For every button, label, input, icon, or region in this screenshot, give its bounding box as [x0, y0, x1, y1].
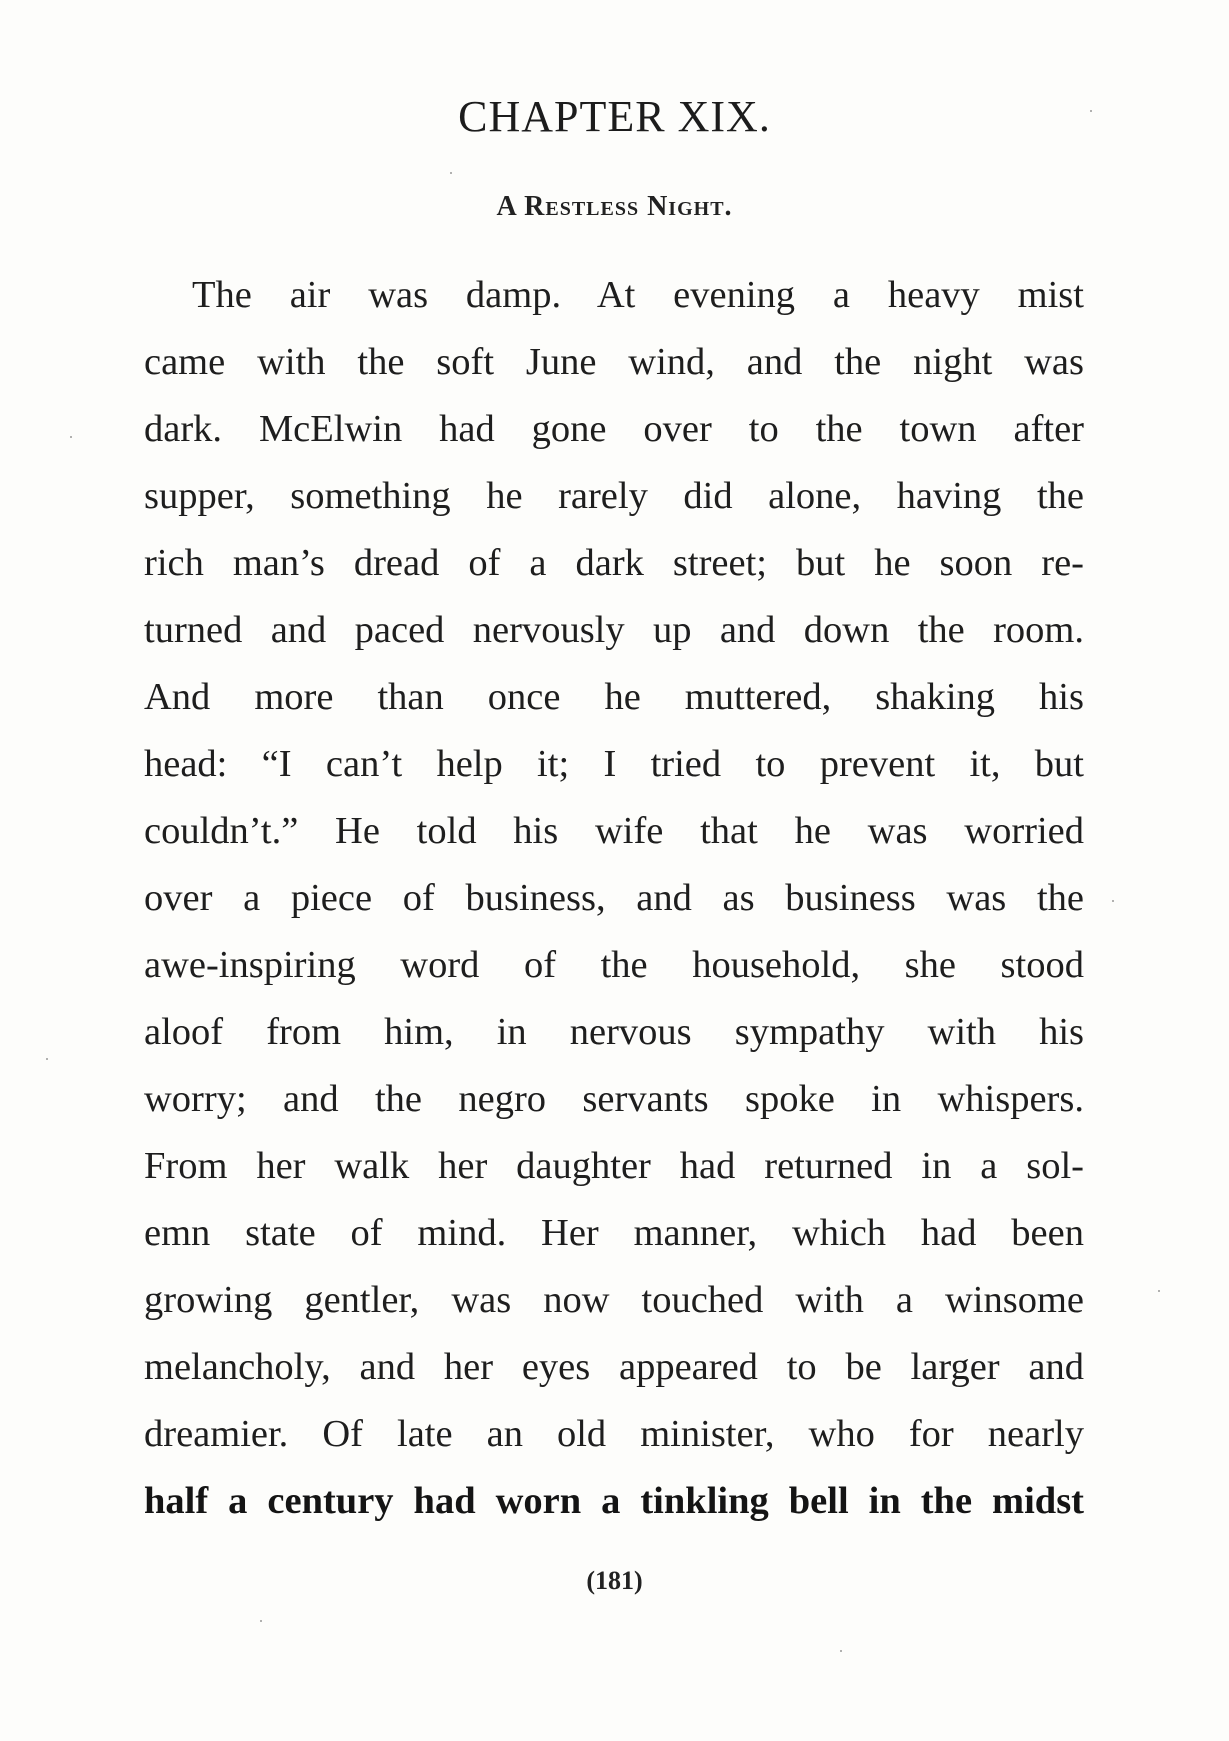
- body-text: [144, 262, 1084, 1535]
- scan-speck: [1158, 1290, 1160, 1292]
- text-line: over a piece of business, and as business was the: [144, 877, 1084, 919]
- scan-speck: [450, 172, 452, 174]
- scan-speck: [840, 1650, 842, 1652]
- scan-speck: [260, 1620, 262, 1622]
- text-line: melancholy, and her eyes appeared to be larger and: [144, 1346, 1084, 1388]
- scan-speck: [1090, 110, 1092, 112]
- text-line: dreamier. Of late an old minister, who for nearly: [144, 1413, 1084, 1455]
- chapter-title: CHAPTER XIX.: [458, 92, 771, 141]
- text-line: awe-inspiring word of the household, she stood: [144, 944, 1084, 986]
- text-line: aloof from him, in nervous sympathy with his: [144, 1011, 1084, 1053]
- text-line: rich man’s dread of a dark street; but he soon re-: [144, 542, 1084, 584]
- text-line: The air was damp. At evening a heavy mist: [192, 274, 1084, 316]
- scan-speck: [70, 436, 72, 438]
- text-line: From her walk her daughter had returned in a sol-: [144, 1145, 1084, 1187]
- text-line: dark. McElwin had gone over to the town after: [144, 408, 1084, 450]
- text-line: came with the soft June wind, and the night was: [144, 341, 1084, 383]
- text-line: head: “I can’t help it; I tried to prevent it, but: [144, 743, 1084, 785]
- scan-speck: [46, 1058, 48, 1060]
- page-number: (181): [586, 1566, 643, 1595]
- text-line: supper, something he rarely did alone, having the: [144, 475, 1084, 517]
- scan-speck: [1112, 900, 1114, 902]
- text-line: And more than once he muttered, shaking his: [144, 676, 1084, 718]
- text-line: worry; and the negro servants spoke in whispers.: [144, 1078, 1084, 1120]
- text-line: emn state of mind. Her manner, which had been: [144, 1212, 1084, 1254]
- chapter-subtitle: A Restless Night.: [496, 191, 733, 222]
- text-line: turned and paced nervously up and down the room.: [144, 609, 1084, 651]
- text-line: half a century had worn a tinkling bell in the midst: [144, 1480, 1084, 1522]
- text-line: growing gentler, was now touched with a winsome: [144, 1279, 1084, 1321]
- text-line: couldn’t.” He told his wife that he was worried: [144, 810, 1084, 852]
